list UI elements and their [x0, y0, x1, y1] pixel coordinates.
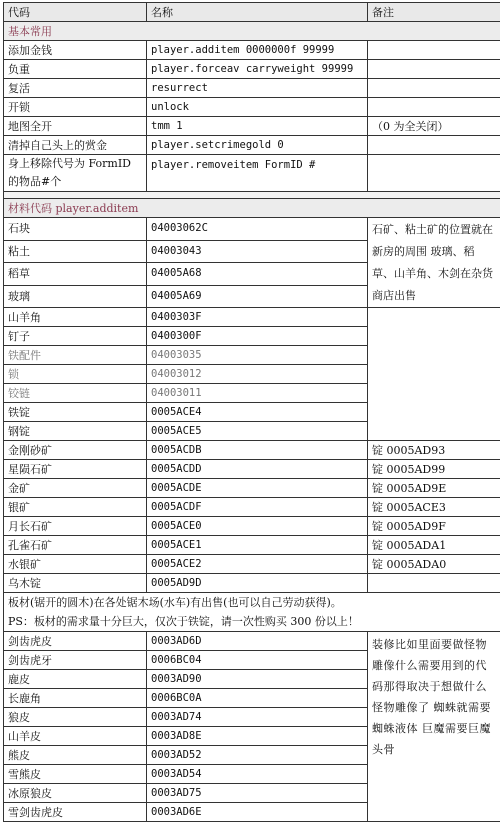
row-note	[368, 98, 500, 117]
row-note	[368, 136, 500, 155]
table-row	[4, 41, 500, 60]
row-label: 铁配件	[4, 346, 147, 365]
row-label: 山羊皮	[4, 727, 147, 746]
row-label: 添加金钱	[4, 41, 147, 60]
row-label: 剑齿虎皮	[4, 632, 147, 651]
row-code: 0005AD9D	[147, 574, 368, 593]
row-label: 稻草	[4, 263, 147, 286]
statue-note: 装修比如里面要做怪物雕像什么需要用到的代码那得取决于想做什么怪物雕像了 蜘蛛就需要蜘蛛液体 巨魔需要巨魔头骨	[368, 632, 500, 822]
row-note	[368, 41, 500, 60]
table-row	[4, 555, 500, 574]
row-code: 0400303F	[147, 308, 368, 327]
section-basic-title: 基本常用	[4, 22, 500, 41]
row-note: 锭 0005ACE3	[368, 498, 500, 517]
row-code: 0003AD6D	[147, 632, 368, 651]
row-note	[368, 574, 500, 593]
row-label: 铰链	[4, 384, 147, 403]
row-note	[368, 155, 500, 192]
row-code: 0400300F	[147, 327, 368, 346]
row-label: 乌木锭	[4, 574, 147, 593]
section-material-title: 材料代码 player.additem	[4, 199, 500, 218]
row-note: 锭 0005AD99	[368, 460, 500, 479]
table-row	[4, 218, 500, 241]
row-note: 锭 0005ADA1	[368, 536, 500, 555]
row-note: 锭 0005AD9F	[368, 517, 500, 536]
row-code: player.setcrimegold 0	[147, 136, 368, 155]
cheat-code-table	[3, 2, 500, 822]
table-row	[4, 517, 500, 536]
row-code: 0005ACDE	[147, 479, 368, 498]
table-row	[4, 632, 500, 651]
header-name: 名称	[147, 3, 368, 22]
table-row	[4, 98, 500, 117]
wood-note	[4, 593, 500, 632]
row-note	[368, 308, 500, 441]
table-row	[4, 498, 500, 517]
table-row	[4, 574, 500, 593]
row-code: 0003AD74	[147, 708, 368, 727]
table-row	[4, 79, 500, 98]
row-label: 地图全开	[4, 117, 147, 136]
row-label: 开锁	[4, 98, 147, 117]
row-code: 0005ACE0	[147, 517, 368, 536]
row-label: 身上移除代号为 FormID 的物品#个	[4, 155, 147, 192]
row-code: 04003043	[147, 240, 368, 263]
table-row	[4, 441, 500, 460]
row-code: 0003AD52	[147, 746, 368, 765]
table-row	[4, 536, 500, 555]
table-header-row	[4, 3, 500, 22]
row-code: 0005ACDB	[147, 441, 368, 460]
row-label: 粘土	[4, 240, 147, 263]
row-code: tmm 1	[147, 117, 368, 136]
row-label: 石块	[4, 218, 147, 241]
row-code: 0005ACE4	[147, 403, 368, 422]
row-label: 金刚砂矿	[4, 441, 147, 460]
row-code: 0005ACDD	[147, 460, 368, 479]
material-location-note: 石矿、粘土矿的位置就在新房的周围 玻璃、稻草、山羊角、木剑在杂货商店出售	[368, 218, 500, 308]
row-code: 04003062C	[147, 218, 368, 241]
row-code: 04005A68	[147, 263, 368, 286]
row-note: 锭 0005ADA0	[368, 555, 500, 574]
row-note	[368, 79, 500, 98]
row-code: 0005ACDF	[147, 498, 368, 517]
row-label: 锁	[4, 365, 147, 384]
row-note: （0 为全关闭）	[368, 117, 500, 136]
table-row	[4, 136, 500, 155]
row-label: 清掉自己头上的赏金	[4, 136, 147, 155]
row-code: player.additem 0000000f 99999	[147, 41, 368, 60]
row-code: player.forceav carryweight 99999	[147, 60, 368, 79]
row-code: resurrect	[147, 79, 368, 98]
section-basic-row	[4, 22, 500, 41]
row-code: 0003AD54	[147, 765, 368, 784]
row-label: 金矿	[4, 479, 147, 498]
table-row	[4, 60, 500, 79]
row-code: player.removeitem FormID #	[147, 155, 368, 192]
row-code: 0005ACE5	[147, 422, 368, 441]
section-material-row	[4, 199, 500, 218]
row-label: 铁锭	[4, 403, 147, 422]
wood-note-line2: PS：板材的需求量十分巨大，仅次于铁锭，请一次性购买 300 份以上！	[8, 612, 496, 631]
row-code: 0006BC04	[147, 651, 368, 670]
row-label: 银矿	[4, 498, 147, 517]
row-note	[368, 60, 500, 79]
row-code: 0003AD90	[147, 670, 368, 689]
row-label: 长鹿角	[4, 689, 147, 708]
row-label: 复活	[4, 79, 147, 98]
row-label: 钉子	[4, 327, 147, 346]
row-label: 孔雀石矿	[4, 536, 147, 555]
row-code: 0003AD8E	[147, 727, 368, 746]
row-label: 月长石矿	[4, 517, 147, 536]
row-code: unlock	[147, 98, 368, 117]
row-code: 0005ACE1	[147, 536, 368, 555]
row-label: 冰原狼皮	[4, 784, 147, 803]
table-row	[4, 117, 500, 136]
row-code: 04005A69	[147, 285, 368, 308]
row-code: 0003AD75	[147, 784, 368, 803]
row-label: 水银矿	[4, 555, 147, 574]
row-code: 0006BC0A	[147, 689, 368, 708]
row-label: 雪剑齿虎皮	[4, 803, 147, 822]
row-label: 剑齿虎牙	[4, 651, 147, 670]
table-row	[4, 479, 500, 498]
table-row	[4, 308, 500, 327]
row-code: 0003AD6E	[147, 803, 368, 822]
row-note: 锭 0005AD93	[368, 441, 500, 460]
row-note: 锭 0005AD9E	[368, 479, 500, 498]
row-label: 星陨石矿	[4, 460, 147, 479]
row-label: 狼皮	[4, 708, 147, 727]
header-code: 代码	[4, 3, 147, 22]
row-label: 熊皮	[4, 746, 147, 765]
wood-note-line1: 板材(锯开的圆木)在各处锯木场(水车)有出售(也可以自己劳动获得)。	[8, 593, 496, 612]
row-label: 鹿皮	[4, 670, 147, 689]
row-code: 0005ACE2	[147, 555, 368, 574]
row-label: 钢锭	[4, 422, 147, 441]
header-note: 备注	[368, 3, 500, 22]
spacer-cell	[4, 192, 500, 199]
row-label: 玻璃	[4, 285, 147, 308]
row-code: 04003035	[147, 346, 368, 365]
wood-note-row	[4, 593, 500, 632]
row-code: 04003012	[147, 365, 368, 384]
row-label: 山羊角	[4, 308, 147, 327]
table-row	[4, 155, 500, 192]
table-row	[4, 460, 500, 479]
row-label: 雪熊皮	[4, 765, 147, 784]
row-label: 负重	[4, 60, 147, 79]
row-code: 04003011	[147, 384, 368, 403]
section-spacer	[4, 192, 500, 199]
